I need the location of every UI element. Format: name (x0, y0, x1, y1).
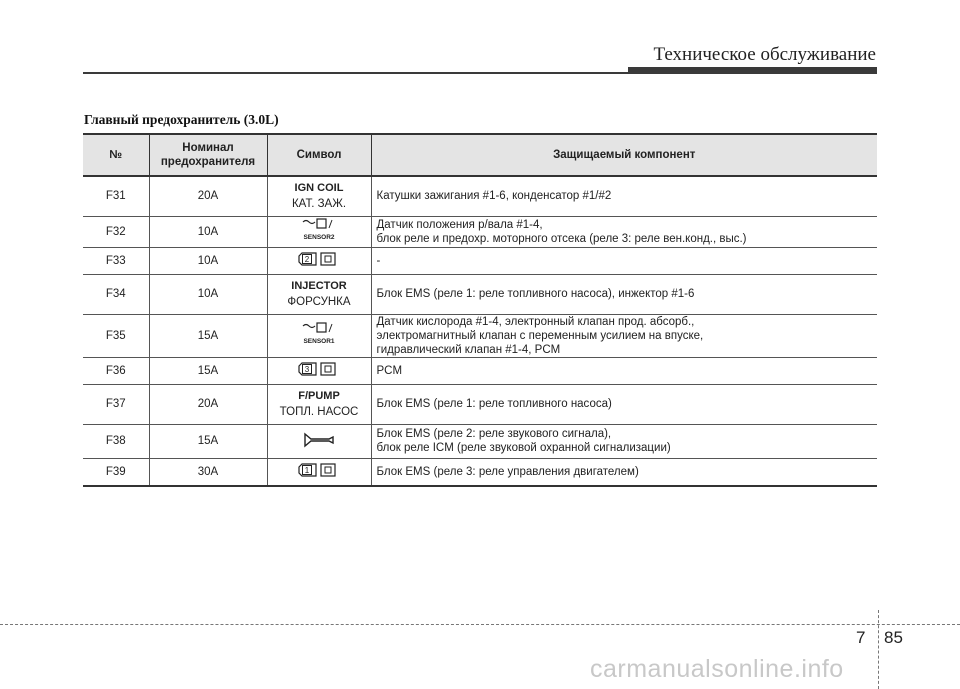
fuse-table (83, 133, 877, 487)
page-number: 85 (884, 628, 903, 647)
symbol-label: F/PUMP (298, 390, 340, 402)
table-row (83, 314, 877, 357)
fuse-rating: 15A (149, 424, 267, 458)
symbol-sublabel: КАТ. ЗАЖ. (291, 198, 347, 211)
component-line: Блок EMS (реле 1: реле топливного насоса) (376, 398, 612, 410)
fuse-symbol (267, 314, 371, 357)
table-row (83, 216, 877, 247)
footer-dashed-divider (878, 610, 879, 689)
fuse-symbol (267, 458, 371, 486)
slash (329, 324, 332, 332)
header-rule (83, 72, 877, 74)
horn-icon (299, 428, 339, 454)
relay-box (317, 219, 326, 228)
fuse-number: F37 (83, 384, 149, 424)
relay-inner (325, 256, 331, 262)
table-header-row (83, 134, 877, 176)
sensor-label: SENSOR1 (303, 337, 335, 345)
protected-component (371, 247, 877, 274)
component-line: Датчик кислорода #1-4, электронный клапан прод. абсорб., (376, 315, 695, 328)
symbol-sublabel: ФОРСУНКА (287, 296, 351, 308)
component-line: гидравлический клапан #1-4, PCM (376, 343, 561, 356)
protected-component (371, 274, 877, 314)
fuse-rating: 10A (149, 247, 267, 274)
fuse-rating: 30A (149, 458, 267, 486)
engine-relay-3-icon (289, 358, 349, 384)
fuse-number: F36 (83, 357, 149, 384)
relay-number: 2 (304, 254, 310, 264)
component-line: Блок EMS (реле 3: реле управления двигателем) (376, 465, 639, 478)
protected-component (371, 176, 877, 216)
fuse-symbol (267, 216, 371, 247)
relay-box (317, 323, 326, 332)
component-line: Датчик положения р/вала #1-4, (376, 218, 543, 231)
section-title: Главный предохранитель (3.0L) (84, 112, 279, 127)
fuse-symbol (267, 384, 371, 424)
header-no: № (83, 134, 149, 176)
horn-shape (305, 434, 333, 446)
fuse-rating: 15A (149, 357, 267, 384)
fuse-symbol (267, 357, 371, 384)
table-row (83, 384, 877, 424)
fuse-rating: 10A (149, 274, 267, 314)
engine-relay-2-icon (289, 248, 349, 274)
component-line: Блок EMS (реле 2: реле звукового сигнала), (376, 428, 612, 440)
table-row (83, 247, 877, 274)
table-row (83, 458, 877, 486)
symbol-label: INJECTOR (291, 280, 347, 292)
protected-component (371, 216, 877, 247)
relay-number: 3 (304, 364, 310, 374)
component-line: - (376, 254, 381, 267)
component-line: Блок EMS (реле 1: реле топливного насоса), инжектор #1-6 (376, 288, 695, 300)
sensor2-icon (289, 217, 349, 247)
protected-component (371, 357, 877, 384)
fuse-number: F38 (83, 424, 149, 458)
protected-component (371, 458, 877, 486)
relay-box (321, 464, 335, 476)
component-line: Катушки зажигания #1-6, конденсатор #1/#2 (376, 190, 612, 203)
fuse-symbol (267, 176, 371, 216)
component-line: PCM (376, 364, 403, 377)
fuse-number: F34 (83, 274, 149, 314)
fuse-number: F35 (83, 314, 149, 357)
header-component: Защищаемый компонент (371, 134, 877, 176)
sensor1-icon (289, 321, 349, 351)
watermark: carmanualsonline.info (590, 655, 844, 683)
component-line: блок реле ICM (реле звуковой охранной сигнализации) (376, 442, 671, 454)
symbol-sublabel: ТОПЛ. НАСОС (279, 406, 359, 418)
sensor-wave (303, 220, 315, 223)
page-header-title: Техническое обслуживание (653, 44, 876, 65)
table-row (83, 424, 877, 458)
fuse-number: F39 (83, 458, 149, 486)
relay-box (321, 253, 335, 265)
footer-dashed-rule (0, 624, 960, 625)
relay-box (321, 363, 335, 375)
header-rating: Номинал предохранителя (149, 134, 267, 176)
relay-inner (325, 467, 331, 473)
slash (329, 220, 332, 228)
table-row (83, 357, 877, 384)
fuse-rating: 10A (149, 216, 267, 247)
protected-component (371, 384, 877, 424)
sensor-wave (303, 324, 315, 327)
relay-inner (325, 366, 331, 372)
fuse-rating: 20A (149, 384, 267, 424)
sensor-label: SENSOR2 (303, 233, 335, 241)
fuse-symbol (267, 247, 371, 274)
fuse-number: F32 (83, 216, 149, 247)
relay-number: 1 (304, 465, 310, 475)
component-line: электромагнитный клапан с переменным усилием на впуске, (376, 329, 704, 342)
symbol-label: IGN COIL (294, 182, 344, 195)
page-chapter: 7 (856, 628, 866, 647)
fuse-rating: 20A (149, 176, 267, 216)
header-symbol: Символ (267, 134, 371, 176)
table-row (83, 274, 877, 314)
protected-component (371, 424, 877, 458)
component-line: блок реле и предохр. моторного отсека (реле 3: реле вен.конд., выс.) (376, 232, 747, 245)
fuse-number: F31 (83, 176, 149, 216)
protected-component (371, 314, 877, 357)
fuse-symbol (267, 274, 371, 314)
table-row (83, 176, 877, 216)
fuse-number: F33 (83, 247, 149, 274)
fuse-rating: 15A (149, 314, 267, 357)
engine-relay-1-icon (289, 459, 349, 485)
fuse-symbol (267, 424, 371, 458)
